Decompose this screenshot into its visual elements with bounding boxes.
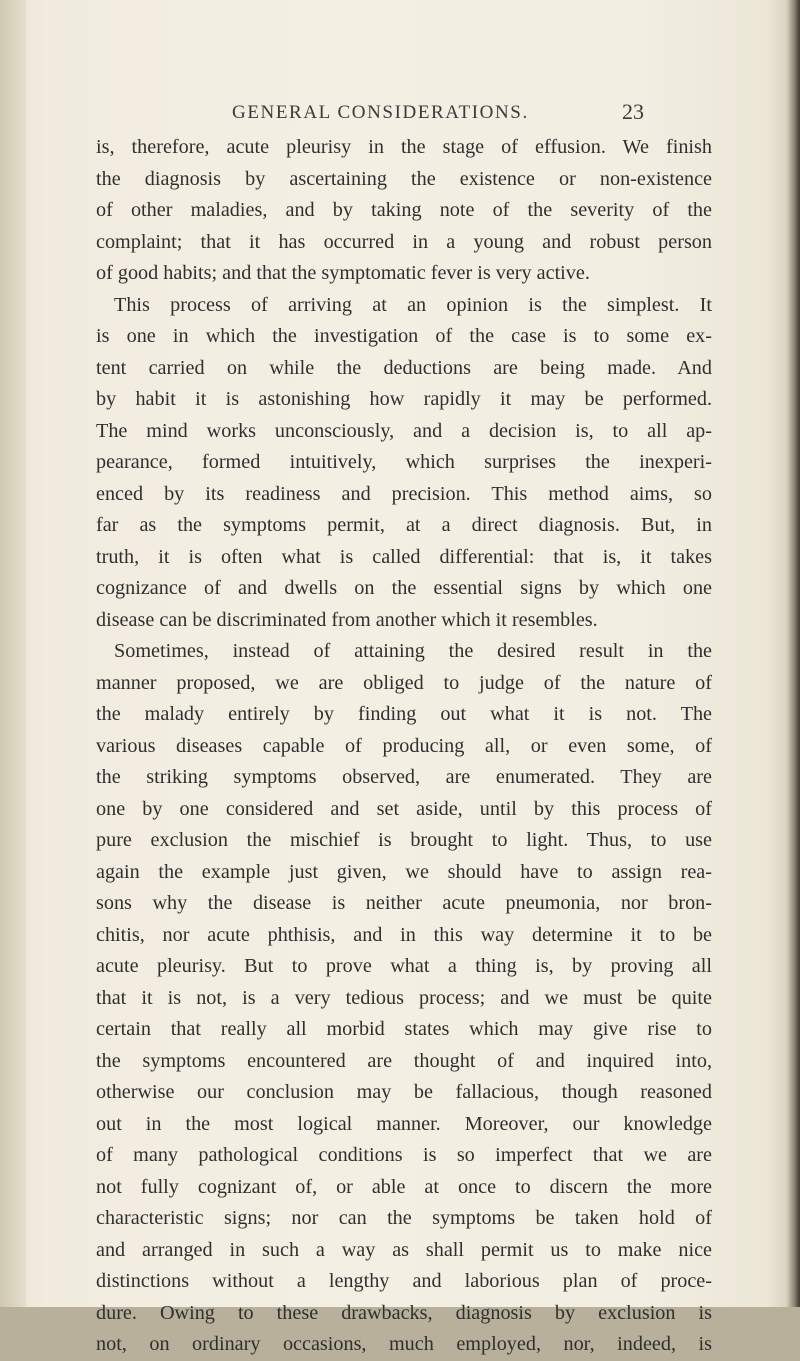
text-line: by habit it is astonishing how rapidly it may be performed. [96, 388, 712, 410]
page-edge-shadow [786, 0, 800, 1307]
text-line: truth, it is often what is called differential: that is, it takes [96, 545, 712, 568]
text-line: the malady entirely by finding out what it is not. The [96, 703, 712, 725]
text-line: the symptoms encountered are thought of and inquired into, [96, 1049, 712, 1072]
text-line: is, therefore, acute pleurisy in the stage of effusion. We finish [96, 136, 712, 158]
running-head: GENERAL CONSIDERATIONS. [232, 102, 529, 123]
page-number: 23 [622, 99, 644, 124]
text-line: chitis, nor acute phthisis, and in this way determine it to be [96, 923, 712, 946]
text-line: acute pleurisy. But to prove what a thing is, by proving all [96, 955, 712, 977]
text-line: various diseases capable of producing all, or even some, of [96, 734, 712, 757]
text-line: the diagnosis by ascertaining the existence or non-existence [96, 167, 712, 190]
text-line: is one in which the investigation of the case is to some ex- [96, 325, 712, 347]
text-line: again the example just given, we should have to assign rea- [96, 860, 712, 883]
text-line: that it is not, is a very tedious process; and we must be quite [96, 986, 712, 1009]
page-gutter [0, 0, 26, 1307]
text-line: otherwise our conclusion may be fallacious, though reasoned [96, 1081, 712, 1103]
text-line: not, on ordinary occasions, much employed, nor, indeed, is [96, 1333, 712, 1355]
text-line: The mind works unconsciously, and a decision is, to all ap- [96, 419, 712, 442]
text-line: This process of arriving at an opinion is the simplest. It [114, 293, 712, 316]
text-line: manner proposed, we are obliged to judge of the nature of [96, 671, 712, 694]
text-line: distinctions without a lengthy and laborious plan of proce- [96, 1270, 712, 1292]
text-line: pure exclusion the mischief is brought to light. Thus, to use [96, 829, 712, 851]
text-line: sons why the disease is neither acute pneumonia, nor bron- [96, 892, 712, 914]
text-line: dure. Owing to these drawbacks, diagnosis by exclusion is [96, 1301, 712, 1324]
text-line: characteristic signs; nor can the symptoms be taken hold of [96, 1207, 712, 1229]
text-line: enced by its readiness and precision. This method aims, so [96, 482, 712, 505]
text-line: the striking symptoms observed, are enumerated. They are [96, 766, 712, 788]
text-line: not fully cognizant of, or able at once to discern the more [96, 1175, 712, 1198]
body-text [96, 132, 712, 1361]
text-line: of good habits; and that the symptomatic fever is very active. [96, 262, 590, 284]
text-line: cognizance of and dwells on the essential signs by which one [96, 577, 712, 599]
text-line: one by one considered and set aside, until by this process of [96, 797, 712, 820]
page-header [0, 99, 800, 132]
text-line: of many pathological conditions is so imperfect that we are [96, 1144, 712, 1166]
text-line: far as the symptoms permit, at a direct diagnosis. But, in [96, 514, 712, 536]
text-line: pearance, formed intuitively, which surprises the inexperi- [96, 451, 712, 473]
text-line: certain that really all morbid states which may give rise to [96, 1018, 712, 1040]
text-line: and arranged in such a way as shall permit us to make nice [96, 1238, 712, 1261]
text-line: tent carried on while the deductions are being made. And [96, 356, 712, 379]
text-line: out in the most logical manner. Moreover, our knowledge [96, 1112, 712, 1135]
text-line: Sometimes, instead of attaining the desired result in the [114, 640, 712, 662]
text-line: of other maladies, and by taking note of the severity of the [96, 199, 712, 221]
text-line: disease can be discriminated from another which it resembles. [96, 608, 598, 631]
text-line: complaint; that it has occurred in a young and robust person [96, 230, 712, 253]
